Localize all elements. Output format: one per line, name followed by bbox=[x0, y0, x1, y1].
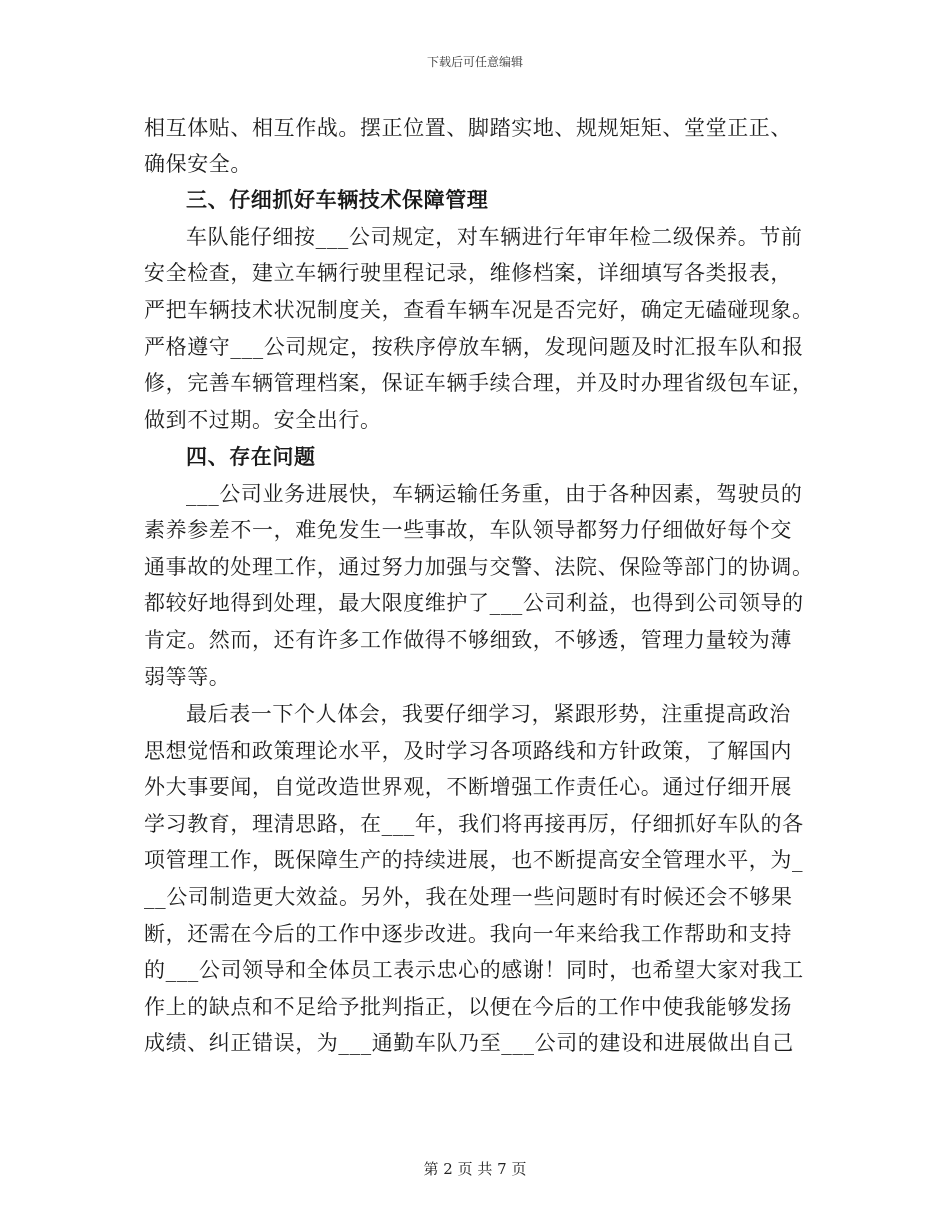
text-line: 学习教育，理清思路，在___年，我们将再接再厉，仔细抓好车队的各 bbox=[144, 812, 804, 836]
text-line: __公司制造更大效益。另外，我在处理一些问题时有时候还会不够果 bbox=[144, 885, 793, 909]
text-line: 相互体贴、相互作战。摆正位置、脚踏实地、规规矩矩、堂堂正正、 bbox=[144, 116, 792, 140]
text-line: 通事故的处理工作，通过努力加强与交警、法院、保险等部门的协调。 bbox=[144, 555, 814, 579]
text-line: 肯定。然而，还有许多工作做得不够细致，不够透，管理力量较为薄 bbox=[144, 628, 792, 652]
text-line: 的___公司领导和全体员工表示忠心的感谢！同时，也希望大家对我工 bbox=[144, 958, 804, 982]
text-line: 都较好地得到处理，最大限度维护了___公司利益，也得到公司领导的 bbox=[144, 591, 804, 615]
text-line: 作上的缺点和不足给予批判指正，以便在今后的工作中使我能够发扬 bbox=[144, 995, 792, 1019]
text-line: 做到不过期。安全出行。 bbox=[144, 408, 382, 432]
text-line: 弱等等。 bbox=[144, 665, 231, 689]
text-line: 成绩、纠正错误，为___通勤车队乃至___公司的建设和进展做出自己 bbox=[144, 1031, 794, 1055]
text-line: 确保安全。 bbox=[144, 152, 252, 176]
text-line: 车队能仔细按___公司规定，对车辆进行年审年检二级保养。节前 bbox=[186, 225, 803, 249]
text-line: 严把车辆技术状况制度关，查看车辆车况是否完好，确定无磕碰现象。 bbox=[144, 298, 814, 322]
page-header: 下载后可任意编辑 bbox=[426, 55, 523, 69]
text-line: 修，完善车辆管理档案，保证车辆手续合理，并及时办理省级包车证， bbox=[144, 371, 814, 395]
text-line: ___公司业务进展快，车辆运输任务重，由于各种因素，驾驶员的 bbox=[186, 482, 803, 506]
text-line: 最后表一下个人体会，我要仔细学习，紧跟形势，注重提高政治 bbox=[186, 702, 791, 726]
text-line: 断，还需在今后的工作中逐步改进。我向一年来给我工作帮助和支持 bbox=[144, 922, 792, 946]
text-line: 外大事要闻，自觉改造世界观，不断增强工作责任心。通过仔细开展 bbox=[144, 775, 792, 799]
text-line: 思想觉悟和政策理论水平，及时学习各项路线和方针政策，了解国内 bbox=[144, 739, 792, 763]
text-line: 安全检查，建立车辆行驶里程记录，维修档案，详细填写各类报表， bbox=[144, 261, 792, 285]
text-line: 严格遵守___公司规定，按秩序停放车辆，发现问题及时汇报车队和报 bbox=[144, 335, 804, 359]
text-line: 项管理工作，既保障生产的持续进展，也不断提高安全管理水平，为_ bbox=[144, 848, 804, 872]
text-line: 素养参差不一，难免发生一些事故，车队领导都努力仔细做好每个交 bbox=[144, 518, 792, 542]
section-heading: 三、仔细抓好车辆技术保障管理 bbox=[186, 187, 489, 212]
page-footer: 第 2 页 共 7 页 bbox=[423, 1160, 527, 1178]
section-heading: 四、存在问题 bbox=[186, 444, 316, 469]
